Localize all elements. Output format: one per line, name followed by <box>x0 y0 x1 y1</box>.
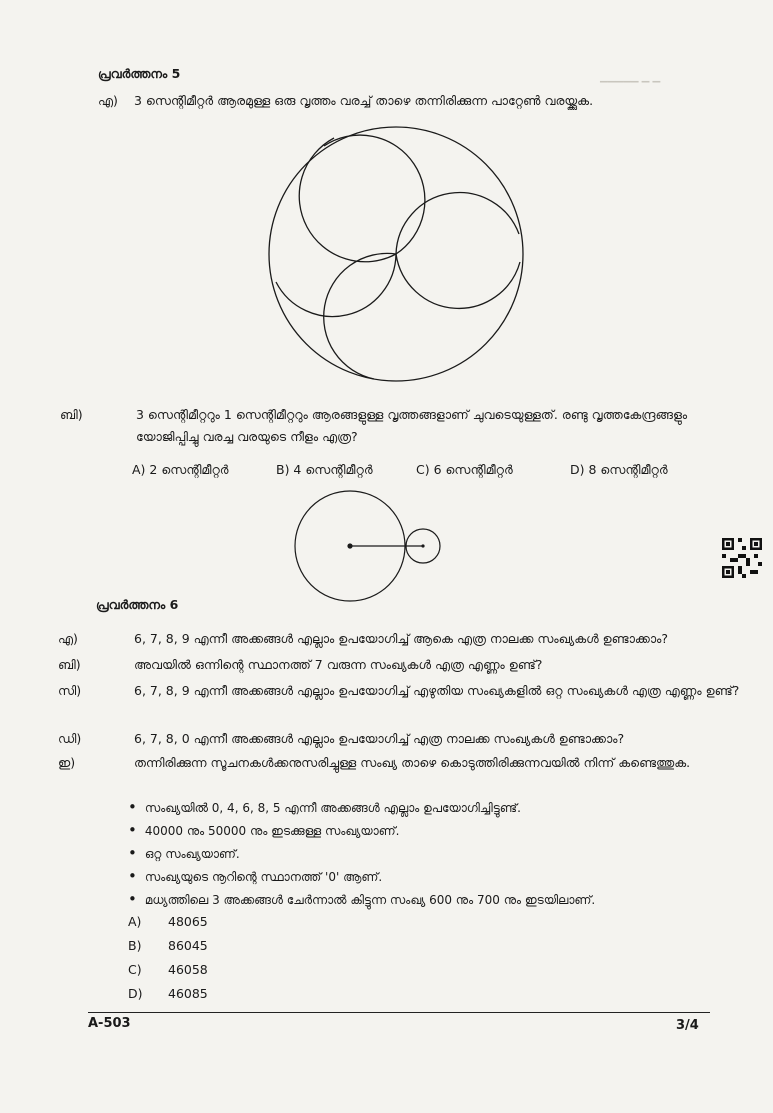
pattern-arc-2 <box>396 193 519 254</box>
activity6-title: പ്രവർത്തനം 6 <box>96 597 179 612</box>
paper-code: A-503 <box>88 1016 131 1031</box>
choice-a <box>128 910 328 934</box>
choice-label: A) <box>128 914 142 929</box>
footer-rule <box>88 1012 710 1013</box>
activity6-question-e <box>58 752 752 774</box>
choice-label: C) <box>128 962 142 977</box>
circle-pattern-figure <box>264 122 528 386</box>
activity5-question-a <box>98 90 718 112</box>
choice-label: B) <box>128 938 142 953</box>
choice-value: 48065 <box>168 914 208 929</box>
pattern-arc-5 <box>396 254 520 308</box>
pattern-arc-4 <box>324 135 425 254</box>
activity5-options <box>132 462 712 482</box>
q6-e-label: ഇ) <box>58 755 76 770</box>
clue-item: • മധ്യത്തിലെ 3 അക്കങ്ങൾ ചേർന്നാൽ കിട്ടുന്ന സംഖ്യ 600 നും 700 നും ഇടയിലാണ്. <box>128 888 718 911</box>
answer-choices <box>128 910 328 1006</box>
activity6-question-a <box>58 628 752 650</box>
option-a: A) 2 സെന്റിമീറ്റർ <box>132 462 229 477</box>
q6-c-text: 6, 7, 8, 9 എന്നീ അക്കങ്ങൾ എല്ലാം ഉപയോഗിച്ച് എഴുതിയ സംഖ്യകളിൽ ഒറ്റ സംഖ്യകൾ എത്ര എണ്ണം ഉണ്ട്? <box>134 683 740 698</box>
question-b-label: ബി) <box>60 407 83 422</box>
large-circle-center <box>347 543 352 548</box>
option-d: D) 8 സെന്റിമീറ്റർ <box>570 462 668 477</box>
q6-a-text: 6, 7, 8, 9 എന്നീ അക്കങ്ങൾ എല്ലാം ഉപയോഗിച്ച് ആകെ എത്ര നാലക്ക സംഖ്യകൾ ഉണ്ടാക്കാം? <box>134 631 669 646</box>
activity6-question-b <box>58 654 752 676</box>
q6-d-label: ഡി) <box>58 731 82 746</box>
question-a-text: 3 സെന്റിമീറ്റർ ആരമുള്ള ഒരു വൃത്തം വരച്ച് താഴെ തന്നിരിക്കുന്ന പാറ്റേൺ വരയ്ക്കുക. <box>134 93 594 108</box>
choice-c <box>128 958 328 982</box>
activity6-question-c <box>58 680 752 702</box>
q6-b-text: അവയിൽ ഒന്നിന്റെ സ്ഥാനത്ത് 7 വരുന്ന സംഖ്യകൾ എത്ര എണ്ണം ഉണ്ട്? <box>134 657 543 672</box>
clue-item: • ഒറ്റ സംഖ്യയാണ്. <box>128 842 718 865</box>
activity6-question-d <box>58 728 752 750</box>
choice-label: D) <box>128 986 143 1001</box>
pattern-arc-3 <box>276 254 396 317</box>
clue-item: • 40000 നും 50000 നും ഇടക്കുള്ള സംഖ്യയാണ്. <box>128 819 718 842</box>
activity5-question-b <box>60 404 748 448</box>
choice-value: 46058 <box>168 962 208 977</box>
question-b-text: 3 സെന്റിമീറ്ററും 1 സെന്റിമീറ്ററും ആരങ്ങളുള്ള വൃത്തങ്ങളാണ് ചുവടെയുള്ളത്. രണ്ടു വൃത്തകേന്ദ്രങ്ങളും യോജിപ്പിച്ചു വരച്ച വരയുടെ നീളം എത്ര? <box>136 407 688 444</box>
choice-d <box>128 982 328 1006</box>
q6-e-text: തന്നിരിക്കുന്ന സൂചനകൾക്കനുസരിച്ചുള്ള സംഖ്യ താഴെ കൊടുത്തിരിക്കുന്നവയിൽ നിന്ന് കണ്ടെത്തുക. <box>134 755 691 770</box>
qr-code-icon <box>722 538 762 578</box>
activity5-title: പ്രവർത്തനം 5 <box>98 66 181 81</box>
clue-list <box>128 796 718 911</box>
q6-b-label: ബി) <box>58 657 81 672</box>
q6-a-label: എ) <box>58 631 78 646</box>
option-b: B) 4 സെന്റിമീറ്റർ <box>276 462 373 477</box>
small-circle-center <box>421 544 424 547</box>
clue-item: • സംഖ്യയിൽ 0, 4, 6, 8, 5 എന്നീ അക്കങ്ങൾ എല്ലാം ഉപയോഗിച്ചിട്ടുണ്ട്. <box>128 796 718 819</box>
option-c: C) 6 സെന്റിമീറ്റർ <box>416 462 513 477</box>
q6-c-label: സി) <box>58 683 82 698</box>
clue-item: • സംഖ്യയുടെ നൂറിന്റെ സ്ഥാനത്ത് '0' ആണ്. <box>128 865 718 888</box>
two-circles-figure <box>292 490 452 602</box>
q6-d-text: 6, 7, 8, 0 എന്നീ അക്കങ്ങൾ എല്ലാം ഉപയോഗിച്ച് എത്ര നാലക്ക സംഖ്യകൾ ഉണ്ടാക്കാം? <box>134 731 625 746</box>
question-a-label: എ) <box>98 93 118 108</box>
page-number: 3/4 <box>676 1018 699 1033</box>
bleed-through-text: ▁▁▁▁▁ ▁ ▁ <box>600 72 661 83</box>
choice-value: 86045 <box>168 938 208 953</box>
choice-value: 46085 <box>168 986 208 1001</box>
choice-b <box>128 934 328 958</box>
